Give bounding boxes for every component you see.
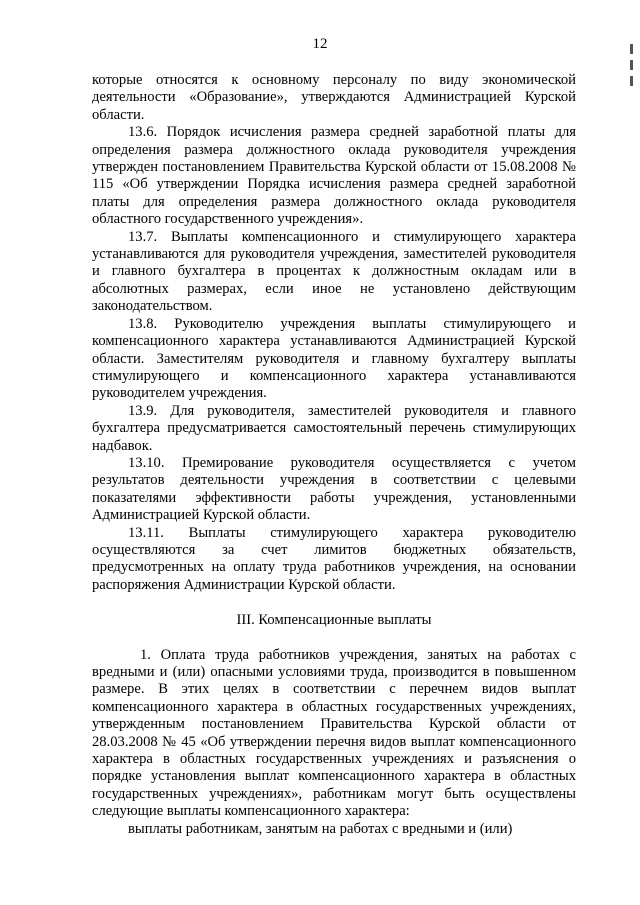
paragraph-13-6: 13.6. Порядок исчисления размера средней заработной платы для определения размера должностного оклада руководителя учреждения утвержден постановлением Правительства Курской области от 15.08.2008 № 115 «Об утверждении Порядка исчисления размера средней заработной платы для определения размера должностного оклада руководителя областного государственного учреждения». <box>92 124 576 228</box>
scan-mark <box>630 76 633 86</box>
section-heading: III. Компенсационные выплаты <box>236 612 432 629</box>
scan-edge-marks <box>630 44 634 164</box>
paragraph-13-9: 13.9. Для руководителя, заместителей руководителя и главного бухгалтера предусматривается самостоятельный перечень стимулирующих надбавок. <box>92 402 576 454</box>
paragraph-13-11: 13.11. Выплаты стимулирующего характера руководителю осуществляются за счет лимитов бюджетных обязательств, предусмотренных на оплату труда работников учреждения, на основании распоряжения Администрации Курской области. <box>92 524 576 593</box>
paragraph-list-item: выплаты работникам, занятым на работах с вредными и (или) <box>128 820 513 837</box>
document-body <box>92 72 576 838</box>
page-number: 12 <box>312 36 328 52</box>
paragraph-13-7: 13.7. Выплаты компенсационного и стимулирующего характера устанавливаются для руководителя учреждения, заместителей руководителя и главного бухгалтера в процентах к должностным окладам или в абсолютных размерах, если иное не установлено действующим законодательством. <box>92 228 576 315</box>
paragraph-13-8: 13.8. Руководителю учреждения выплаты стимулирующего и компенсационного характера устанавливаются Администрацией Курской области. Заместителям руководителя и главному бухгалтеру выплаты стимулирующего и компенсационного характера устанавливаются руководителем учреждения. <box>92 315 576 402</box>
scan-mark <box>630 44 633 54</box>
paragraph-continuation: которые относятся к основному персоналу по виду экономической деятельности «Образование», утверждаются Администрацией Курской области. <box>92 72 576 123</box>
paragraph-13-10: 13.10. Премирование руководителя осуществляется с учетом результатов деятельности учреждения в соответствии с целевыми показателями эффективности работы учреждения, установленными Администрацией Курской области. <box>92 454 576 524</box>
paragraph-1: 1. Оплата труда работников учреждения, занятых на работах с вредными и (или) опасными условиями труда, производится в повышенном размере. В этих целях в соответствии с перечнем видов выплат компенсационного характера в областных государственных учреждениях, утвержденным постановлением Правительства Курской области от 28.03.2008 № 45 «Об утверждении перечня видов выплат компенсационного характера в областных государственных учреждениях и разъяснения о порядке установления выплат компенсационного характера в областных государственных учреждениях», работникам могут быть осуществлены следующие выплаты компенсационного характера: <box>92 646 576 820</box>
scan-mark <box>630 60 633 70</box>
